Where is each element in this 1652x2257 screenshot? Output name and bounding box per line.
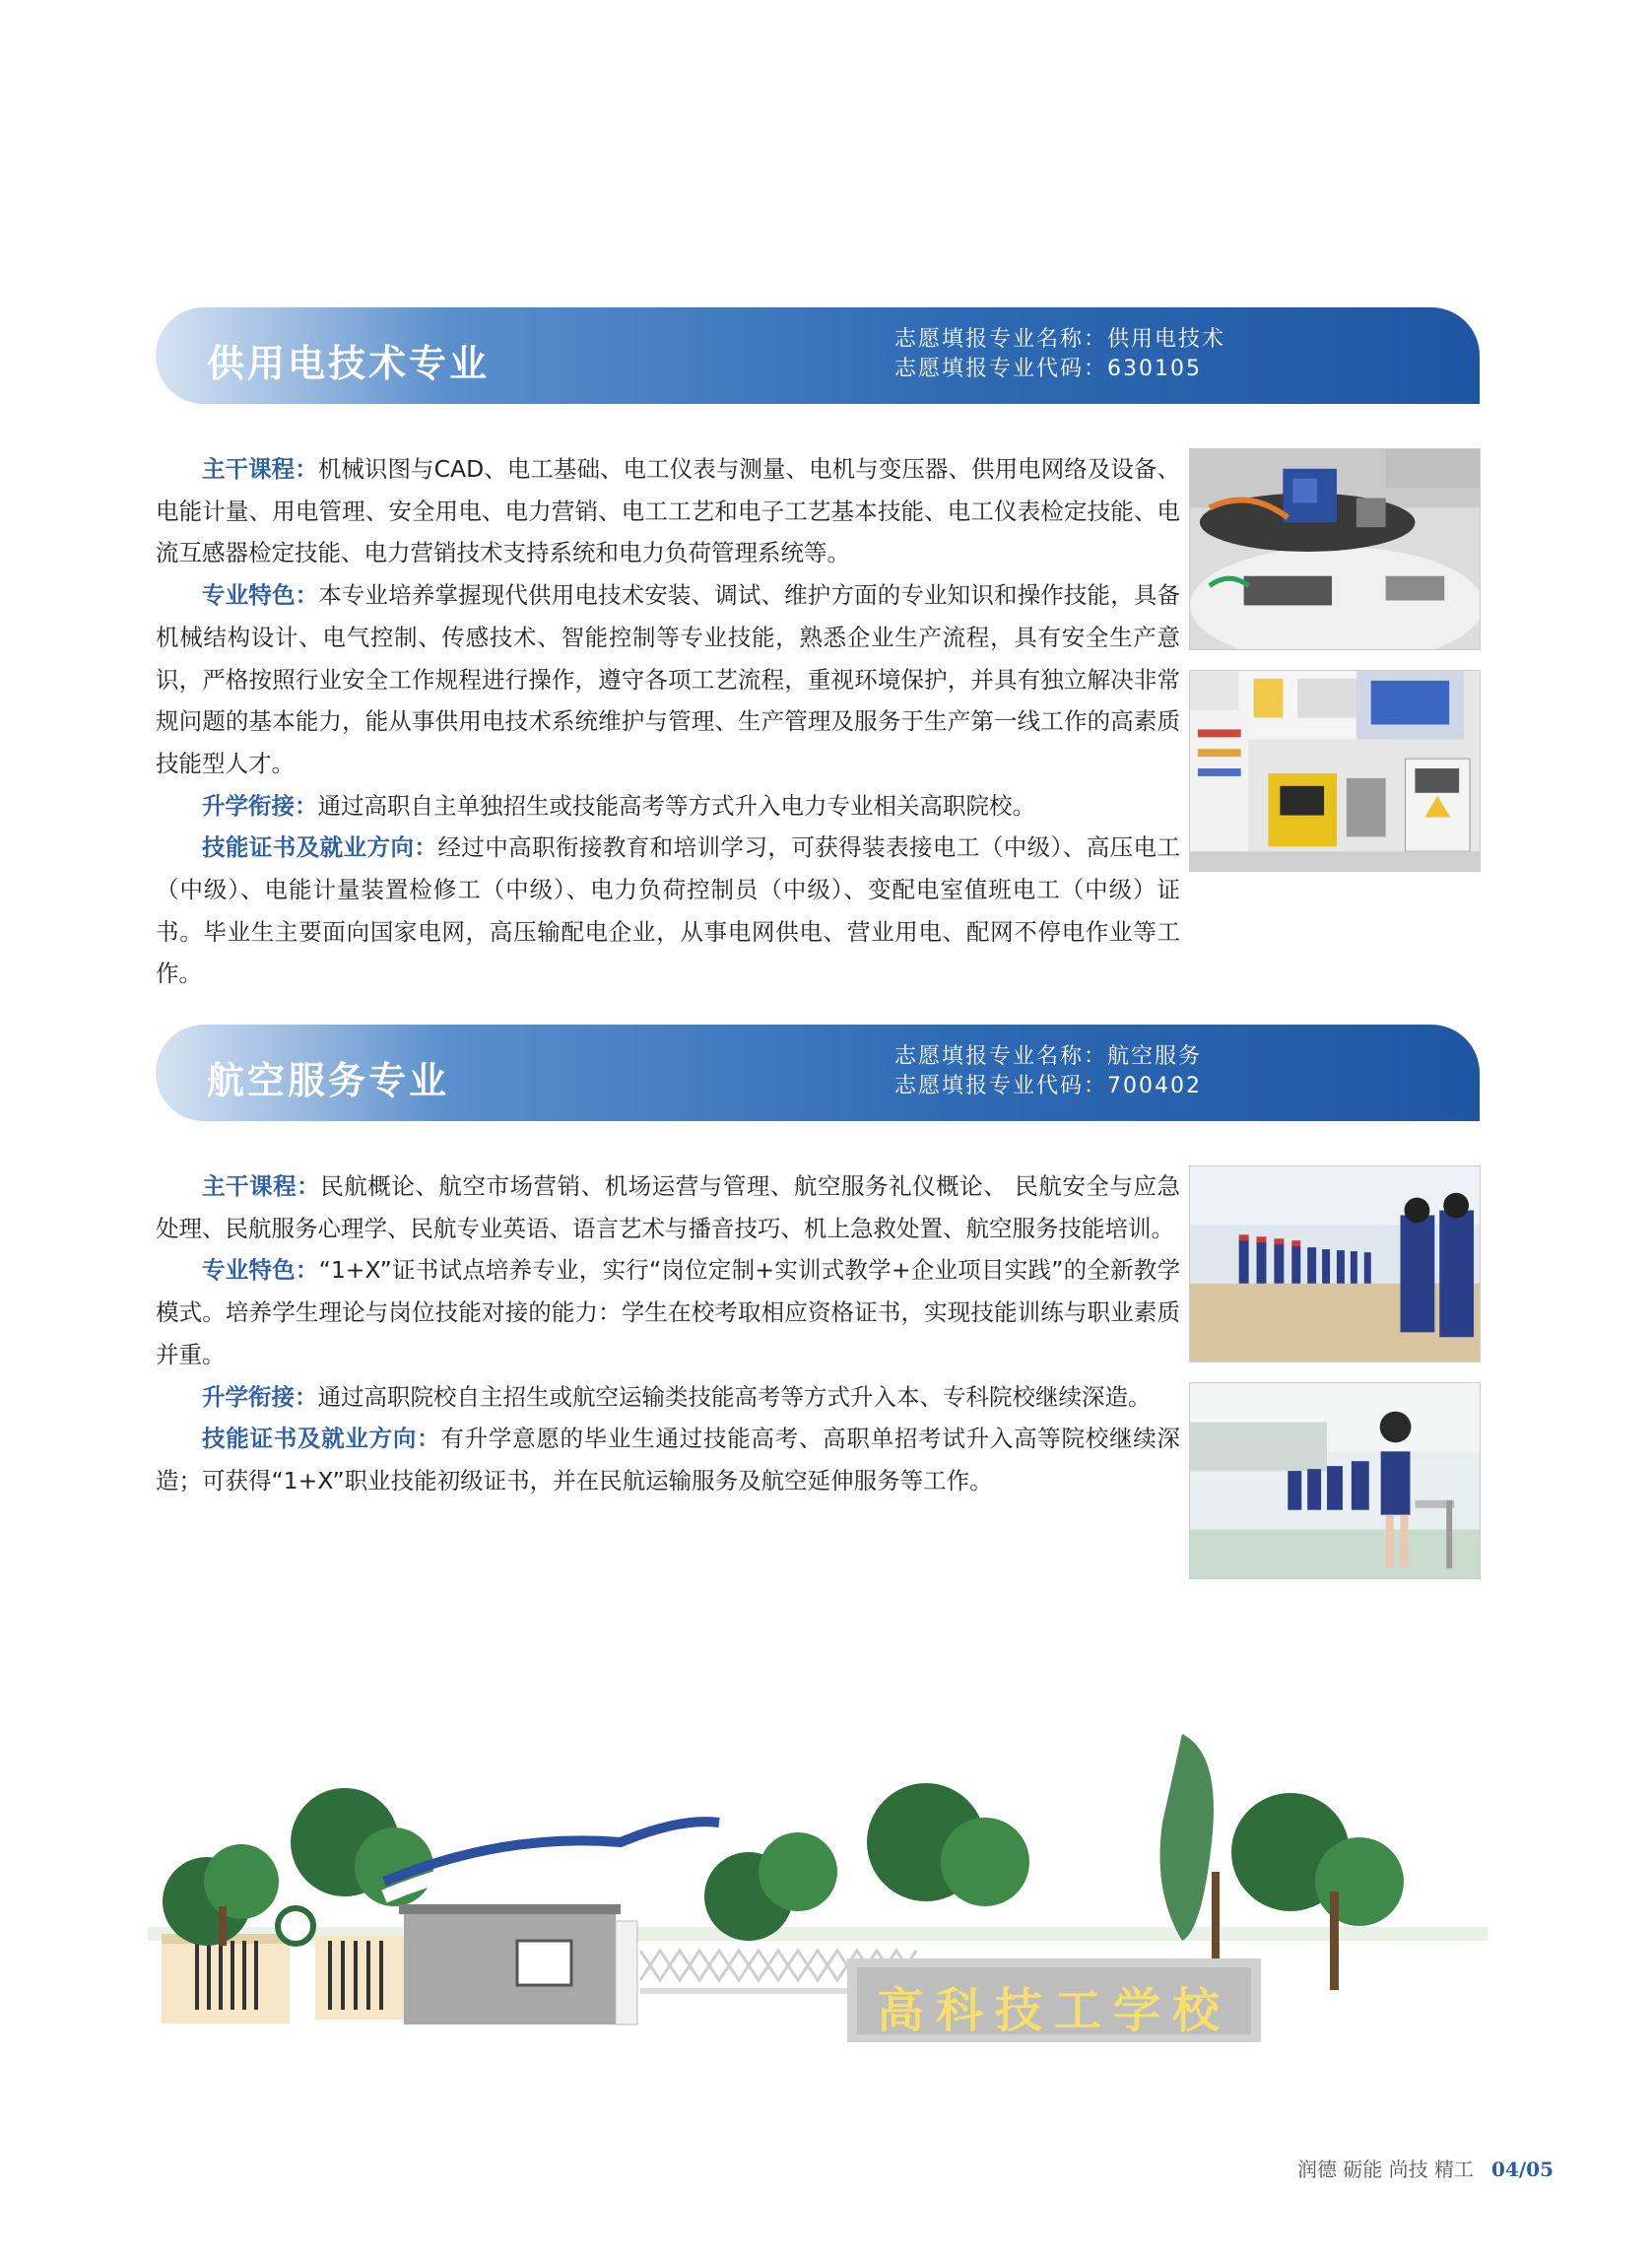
photo-seated-training [1189,1382,1481,1579]
paragraph-text: 机械识图与CAD、电工基础、电工仪表与测量、电机与变压器、供用电网络及设备、电能计量、用电管理、安全用电、电力营销、电工工艺和电子工艺基本技能、电工仪表检定技能、电流互感器检定技能、电力营销技术支持系统和电力负荷管理系统等。 [156,455,1180,567]
major-name: 志愿填报专业名称：供用电技术 [894,327,1226,352]
paragraph-progression [156,785,1180,828]
page-footer [1297,2154,1553,2182]
paragraph-certificates [156,1418,1180,1501]
paragraph-text: “1+X”证书试点培养专业，实行“岗位定制+实训式教学+企业项目实践”的全新教学模式。培养学生理论与岗位技能对接的能力：学生在校考取相应资格证书，实现技能训练与职业素质并重。 [156,1256,1180,1368]
paragraph-text: 民航概论、航空市场营销、机场运营与管理、航空服务礼仪概论、 民航安全与应急处理、民航服务心理学、民航专业英语、语言艺术与播音技巧、机上急救处置、航空服务技能培训。 [156,1172,1180,1242]
campus-gate-illustration [148,1734,1487,2059]
page-number: 04/05 [1491,2157,1553,2181]
paragraph-label: 技能证书及就业方向： [202,1425,441,1453]
paragraph-text: 有升学意愿的毕业生通过技能高考、高职单招考试升入高等院校继续深造；可获得“1+X”职业技能初级证书，并在民航运输服务及航空延伸服务等工作。 [156,1425,1180,1494]
section-header-aviation [156,1025,1480,1121]
section-meta [894,325,1225,384]
paragraph-features [156,574,1180,785]
paragraph-text: 通过高职自主单独招生或技能高考等方式升入电力专业相关高职院校。 [317,791,1035,820]
paragraph-label: 升学衔接： [202,791,318,820]
paragraph-label: 专业特色： [202,581,319,610]
photo-training-lab [1189,670,1481,872]
major-code: 志愿填报专业代码：630105 [894,357,1202,381]
paragraph-label: 技能证书及就业方向： [202,833,438,862]
paragraph-label: 主干课程： [202,455,318,483]
paragraph-label: 主干课程： [202,1172,321,1200]
paragraph-features [156,1249,1180,1375]
section-header-power [156,307,1480,404]
section-meta [894,1042,1202,1101]
major-name: 志愿填报专业名称：航空服务 [894,1044,1203,1069]
paragraph-progression [156,1376,1180,1419]
section-body-aviation [156,1165,1180,1502]
school-motto: 润德 砺能 尚技 精工 [1296,2157,1475,2181]
photo-etiquette-training [1189,1165,1481,1362]
paragraph-courses [156,1165,1180,1249]
paragraph-text: 经过中高职衔接教育和培训学习，可获得装表接电工（中级）、高压电工（中级）、电能计量装置检修工（中级）、电力负荷控制员（中级）、变配电室值班电工（中级）证书。毕业生主要面向国家电网，高压输配电企业，从事电网供电、营业用电、配网不停电作业等工作。 [156,833,1181,988]
paragraph-text: 通过高职院校自主招生或航空运输类技能高考等方式升入本、专科院校继续深造。 [317,1382,1152,1411]
paragraph-label: 专业特色： [202,1256,319,1285]
section-title: 供用电技术专业 [207,342,491,385]
paragraph-label: 升学衔接： [202,1382,318,1411]
major-code: 志愿填报专业代码：700402 [894,1074,1202,1098]
paragraph-text: 本专业培养掌握现代供用电技术安装、调试、维护方面的专业知识和操作技能，具备机械结构设计、电气控制、传感技术、智能控制等专业技能，熟悉企业生产流程，具有安全生产意识，严格按照行业安全工作规程进行操作，遵守各项工艺流程，重视环境保护，并具有独立解决非常规问题的基本能力，能从事供用电技术系统维护与管理、生产管理及服务于生产第一线工作的高素质技能型人才。 [156,581,1181,777]
paragraph-courses [156,448,1180,574]
paragraph-certificates [156,827,1180,995]
section-body-power [156,448,1180,995]
school-sign-text: 高科技工学校 [876,1983,1231,2038]
section-title: 航空服务专业 [207,1059,450,1102]
photo-electrical-equipment [1189,448,1481,650]
